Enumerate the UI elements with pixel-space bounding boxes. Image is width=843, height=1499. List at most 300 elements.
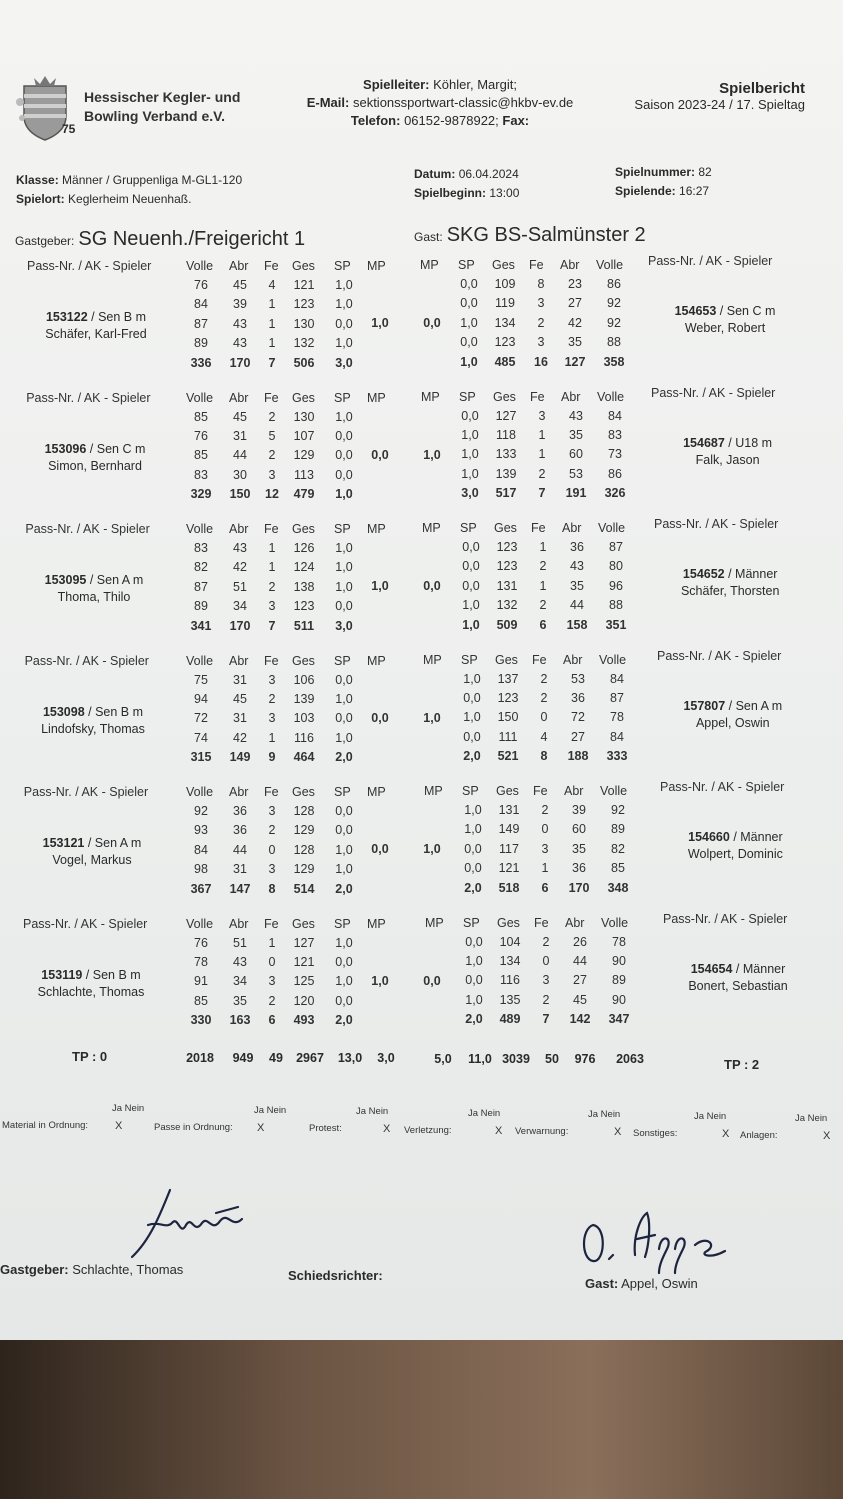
guest-cell: 1	[538, 447, 546, 462]
column-header: Ges	[494, 521, 517, 535]
check-label: Protest:	[309, 1123, 342, 1135]
home-mp: 0,0	[371, 447, 389, 462]
ja-nein-header: Ja Nein	[588, 1109, 621, 1121]
column-header: Abr	[229, 653, 249, 668]
check-mark: X	[722, 1128, 730, 1140]
guest-cell: 137	[497, 671, 519, 686]
guest-total-cell: 7	[542, 1012, 550, 1027]
home-cell: 1,0	[335, 842, 353, 857]
guest-cell: 0,0	[464, 861, 482, 876]
guest-cell: 3	[538, 408, 546, 423]
home-cell: 83	[194, 467, 208, 482]
home-cell: 2	[268, 448, 276, 463]
logo-badge: 75	[62, 122, 76, 136]
guest-cell: 23	[568, 277, 582, 291]
home-total-cell: 3,0	[335, 355, 353, 370]
class-location: Klasse: Männer / Gruppenliga M-GL1-120 Spielort: Keglerheim Neuenhaß.	[16, 173, 243, 206]
home-total-cell: 315	[190, 750, 212, 765]
column-header-player: Pass-Nr. / AK - Spieler	[657, 648, 782, 663]
home-cell: 31	[233, 428, 247, 443]
guest-cell: 36	[571, 690, 585, 705]
home-cell: 128	[293, 842, 315, 857]
home-cell: 72	[194, 711, 208, 726]
guest-cell: 0,0	[461, 408, 479, 423]
column-header: SP	[334, 390, 351, 405]
guest-total-cell: 2,0	[465, 1012, 483, 1027]
column-header: Abr	[229, 259, 249, 273]
column-header-player: Pass-Nr. / AK - Spieler	[648, 254, 773, 268]
home-cell: 116	[294, 730, 314, 745]
home-mp: 0,0	[371, 710, 389, 725]
home-cell: 130	[293, 316, 315, 331]
check-mark: X	[257, 1121, 265, 1134]
home-cell: 103	[293, 711, 315, 726]
home-cell: 0,0	[335, 448, 353, 463]
home-cell: 30	[233, 467, 247, 482]
column-header: Ges	[292, 653, 315, 668]
column-header: SP	[334, 785, 351, 799]
home-cell: 123	[293, 297, 315, 312]
guest-player: 154654 / Männer Bonert, Sebastian	[688, 961, 788, 993]
home-cell: 44	[233, 842, 247, 857]
guest-cell: 0,0	[465, 934, 483, 949]
guest-cell: 134	[499, 953, 521, 968]
check-label: Sonstiges:	[633, 1128, 678, 1139]
column-header: MP	[367, 653, 386, 668]
guest-cell: 0,0	[462, 578, 480, 593]
home-cell: 42	[233, 730, 247, 745]
guest-cell: 96	[609, 578, 623, 593]
guest-cell: 123	[496, 540, 518, 554]
guest-player: 154653 / Sen C m Weber, Robert	[674, 304, 776, 335]
home-cell: 1	[268, 560, 276, 575]
guest-signatory: Gast: Appel, Oswin	[585, 1276, 698, 1291]
guest-cell: 3	[542, 973, 550, 988]
home-cell: 120	[293, 993, 315, 1008]
guest-cell: 1,0	[462, 598, 480, 613]
guest-mp: 1,0	[423, 447, 441, 462]
guest-total-cell: 127	[564, 354, 586, 369]
home-cell: 31	[233, 672, 247, 687]
home-cell: 0,0	[335, 711, 353, 726]
column-header: Ges	[292, 259, 315, 273]
check-label: Material in Ordnung:	[2, 1120, 89, 1131]
guest-cell: 121	[498, 861, 520, 876]
column-header: Abr	[563, 652, 583, 667]
home-cell: 2	[268, 579, 276, 594]
column-header: Volle	[601, 915, 629, 930]
column-header: Fe	[264, 259, 279, 273]
home-cell: 1,0	[335, 579, 353, 594]
column-header: Ges	[496, 784, 519, 798]
grand-total-cell: 976	[574, 1052, 596, 1066]
column-header-player: Pass-Nr. / AK - Spieler	[654, 517, 779, 531]
guest-cell: 1,0	[465, 992, 483, 1007]
guest-cell: 131	[498, 803, 520, 817]
home-mp: 1,0	[371, 973, 389, 988]
grand-total-cell: 11,0	[468, 1052, 492, 1066]
column-header: SP	[459, 389, 476, 404]
guest-mp: 1,0	[423, 842, 441, 856]
guest-total-cell: 485	[494, 354, 516, 369]
column-header: Abr	[229, 916, 249, 931]
guest-cell: 0,0	[462, 540, 480, 554]
home-mp: 0,0	[371, 842, 389, 856]
column-header: Ges	[292, 916, 315, 931]
guest-cell: 2	[541, 803, 549, 817]
guest-cell: 3	[537, 296, 545, 311]
home-cell: 1,0	[335, 935, 353, 950]
home-player: 153119 / Sen B m Schlachte, Thomas	[37, 967, 145, 999]
home-cell: 0,0	[335, 672, 353, 687]
home-cell: 43	[233, 336, 247, 351]
guest-cell: 84	[610, 671, 624, 686]
home-cell: 1,0	[335, 409, 353, 424]
column-header: MP	[423, 652, 442, 667]
home-cell: 126	[293, 541, 315, 555]
home-cell: 42	[233, 560, 247, 575]
check-mark: X	[823, 1129, 831, 1142]
column-header: MP	[420, 258, 439, 272]
column-header-player: Pass-Nr. / AK - Spieler	[27, 259, 152, 273]
guest-cell: 149	[498, 822, 520, 837]
home-cell: 2	[268, 993, 276, 1008]
guest-total-cell: 351	[605, 617, 627, 632]
ja-nein-header: Ja Nein	[112, 1103, 145, 1114]
column-header: Volle	[186, 916, 214, 931]
home-total-cell: 2,0	[335, 1013, 353, 1028]
home-cell: 89	[194, 599, 208, 614]
home-cell: 129	[293, 448, 315, 463]
guest-total-cell: 358	[603, 354, 625, 369]
home-total-cell: 170	[229, 355, 251, 370]
column-header: SP	[461, 652, 478, 667]
guest-cell: 2	[542, 934, 550, 949]
guest-cell: 43	[569, 408, 583, 423]
column-header: SP	[458, 258, 475, 272]
column-header: Abr	[229, 390, 249, 405]
home-cell: 3	[268, 804, 276, 818]
column-header: Abr	[229, 522, 249, 536]
guest-cell: 92	[607, 315, 621, 330]
desk-surface	[0, 1340, 843, 1499]
column-header: MP	[425, 915, 444, 930]
home-cell: 3	[268, 974, 276, 989]
guest-cell: 87	[610, 690, 624, 705]
column-header: Ges	[493, 389, 516, 404]
guest-cell: 132	[496, 598, 518, 613]
column-header: MP	[367, 785, 386, 799]
home-cell: 107	[293, 428, 315, 443]
home-cell: 36	[233, 804, 247, 818]
grand-total-cell: 13,0	[337, 1051, 363, 1065]
guest-player: 157807 / Sen A m Appel, Oswin	[683, 698, 783, 730]
guest-cell: 35	[569, 427, 583, 442]
guest-cell: 44	[570, 598, 584, 613]
guest-cell: 72	[571, 710, 585, 725]
guest-cell: 1,0	[464, 803, 482, 817]
grand-total-cell: 949	[232, 1051, 254, 1065]
guest-cell: 1,0	[461, 447, 479, 462]
home-total-cell: 9	[268, 750, 276, 765]
guest-mp: 0,0	[423, 579, 441, 593]
home-mp: 1,0	[371, 316, 389, 330]
home-cell: 44	[233, 448, 247, 463]
guest-tp: TP : 2	[724, 1057, 760, 1072]
home-cell: 35	[233, 993, 247, 1008]
guest-cell: 42	[568, 315, 582, 330]
home-player: 153095 / Sen A m Thoma, Thilo	[44, 573, 144, 604]
column-header: MP	[422, 521, 441, 535]
guest-cell: 1,0	[461, 427, 479, 442]
home-cell: 1	[268, 336, 276, 351]
home-cell: 45	[233, 278, 247, 292]
home-total-cell: 149	[229, 750, 251, 765]
guest-total-cell: 7	[538, 486, 546, 501]
home-cell: 84	[194, 842, 208, 857]
home-cell: 82	[194, 560, 208, 575]
home-cell: 76	[194, 935, 208, 950]
grand-total-cell: 3039	[502, 1052, 530, 1066]
guest-cell: 26	[573, 934, 587, 949]
home-total-cell: 506	[293, 355, 315, 370]
home-cell: 5	[268, 428, 276, 443]
home-total-cell: 147	[229, 881, 251, 896]
column-header: SP	[334, 653, 351, 668]
home-cell: 43	[233, 316, 247, 331]
guest-cell: 2	[540, 671, 548, 686]
check-label: Passe in Ordnung:	[154, 1121, 233, 1133]
home-cell: 1,0	[335, 730, 353, 745]
game-leader-info: Spielleiter: Köhler, Margit; E-Mail: sektionssportwart-classic@hkbv-ev.de Telefon: 06152-9878922; Fax:	[306, 77, 574, 128]
home-cell: 0,0	[335, 954, 353, 969]
home-cell: 94	[194, 691, 208, 706]
ja-nein-header: Ja Nein	[356, 1106, 389, 1118]
home-team: Gastgeber: SG Neuenh./Freigericht 1	[15, 228, 306, 250]
home-total-cell: 8	[268, 881, 276, 896]
season-info: Saison 2023-24 / 17. Spieltag	[634, 97, 805, 112]
guest-cell: 1	[538, 427, 546, 442]
home-cell: 125	[293, 974, 315, 989]
column-header: Volle	[599, 652, 627, 667]
guest-cell: 0,0	[463, 690, 481, 705]
column-header: Fe	[533, 784, 548, 798]
home-total-cell: 329	[190, 487, 212, 502]
guest-total-cell: 8	[540, 749, 548, 764]
home-total-cell: 163	[229, 1013, 251, 1028]
guest-cell: 139	[495, 466, 517, 481]
guest-cell: 1,0	[463, 671, 481, 686]
guest-cell: 2	[537, 315, 545, 330]
home-cell: 2	[268, 691, 276, 706]
guest-cell: 2	[540, 690, 548, 705]
home-tp: TP : 0	[72, 1049, 108, 1064]
guest-cell: 53	[571, 671, 585, 686]
home-cell: 2	[268, 823, 276, 838]
column-header: Ges	[497, 915, 520, 930]
column-header: SP	[334, 522, 351, 536]
ja-nein-header: Ja Nein	[468, 1107, 501, 1119]
column-header: MP	[424, 784, 443, 798]
home-cell: 39	[233, 297, 247, 312]
guest-total-cell: 509	[496, 617, 518, 632]
home-cell: 31	[233, 711, 247, 726]
home-cell: 124	[293, 560, 315, 575]
home-cell: 84	[194, 297, 208, 312]
guest-total-cell: 170	[568, 880, 590, 895]
home-cell: 2	[268, 409, 276, 424]
guest-cell: 3	[537, 335, 545, 350]
guest-total-cell: 142	[569, 1012, 591, 1027]
report-title: Spielbericht	[719, 80, 805, 97]
guest-signature	[575, 1205, 745, 1275]
column-header: Abr	[564, 784, 584, 798]
home-signature	[120, 1185, 260, 1265]
home-total-cell: 511	[293, 618, 315, 633]
home-cell: 1	[268, 297, 276, 312]
guest-total-cell: 517	[495, 486, 517, 501]
guest-cell: 89	[611, 822, 625, 837]
home-cell: 74	[194, 730, 208, 745]
home-cell: 34	[233, 974, 247, 989]
guest-cell: 60	[572, 822, 586, 837]
guest-cell: 84	[610, 729, 624, 744]
home-cell: 3	[268, 467, 276, 482]
column-header: MP	[367, 522, 386, 536]
column-header: Fe	[264, 390, 279, 405]
home-cell: 92	[194, 804, 208, 818]
guest-cell: 85	[611, 861, 625, 876]
home-cell: 85	[194, 409, 208, 424]
ja-nein-header: Ja Nein	[254, 1104, 287, 1116]
guest-cell: 39	[572, 803, 586, 817]
home-mp: 1,0	[371, 579, 389, 593]
check-mark: X	[495, 1124, 503, 1137]
home-player: 153096 / Sen C m Simon, Bernhard	[44, 441, 146, 473]
guest-cell: 45	[573, 992, 587, 1007]
guest-cell: 117	[499, 841, 519, 856]
home-cell: 87	[194, 579, 208, 594]
home-total-cell: 7	[268, 618, 276, 633]
home-total-cell: 150	[229, 487, 251, 502]
guest-cell: 131	[496, 578, 518, 593]
guest-cell: 104	[499, 934, 521, 949]
guest-cell: 3	[541, 841, 549, 856]
home-cell: 127	[293, 935, 315, 950]
column-header: SP	[463, 915, 480, 930]
home-cell: 1	[268, 730, 276, 745]
home-cell: 34	[233, 599, 247, 614]
guest-total-cell: 333	[606, 749, 628, 764]
home-cell: 1,0	[335, 974, 353, 989]
column-header: Volle	[186, 522, 214, 536]
guest-total-cell: 2,0	[464, 880, 482, 895]
guest-cell: 27	[568, 296, 582, 311]
column-header-player: Pass-Nr. / AK - Spieler	[26, 390, 151, 405]
guest-mp: 1,0	[423, 710, 441, 725]
column-header: Fe	[264, 785, 279, 799]
guest-cell: 118	[496, 427, 516, 442]
grand-total-cell: 2967	[296, 1051, 324, 1065]
number-end: Spielnummer: 82 Spielende: 16:27	[615, 165, 712, 198]
home-cell: 76	[194, 428, 208, 443]
home-cell: 1,0	[335, 297, 353, 312]
guest-cell: 123	[496, 559, 518, 574]
home-cell: 51	[233, 579, 247, 594]
column-header: SP	[462, 784, 479, 798]
home-cell: 36	[233, 823, 247, 838]
guest-cell: 0	[540, 710, 548, 725]
guest-total-cell: 489	[499, 1012, 521, 1027]
home-cell: 31	[233, 862, 247, 877]
guest-mp: 0,0	[423, 316, 441, 330]
home-cell: 85	[194, 993, 208, 1008]
guest-cell: 73	[608, 447, 622, 462]
column-header: Fe	[532, 652, 547, 667]
grand-total-cell: 3,0	[377, 1051, 395, 1065]
home-cell: 1,0	[335, 336, 353, 351]
guest-cell: 36	[570, 540, 584, 554]
home-total-cell: 2,0	[335, 881, 353, 896]
home-player: 153122 / Sen B m Schäfer, Karl-Fred	[45, 310, 147, 341]
guest-cell: 127	[495, 408, 517, 423]
home-cell: 121	[293, 954, 315, 969]
check-label: Anlagen:	[740, 1129, 778, 1141]
guest-total-cell: 1,0	[462, 617, 480, 632]
guest-cell: 111	[498, 729, 518, 744]
guest-cell: 1	[539, 578, 547, 593]
home-cell: 75	[194, 672, 208, 687]
guest-cell: 4	[540, 729, 548, 744]
referee-label: Schiedsrichter:	[288, 1268, 383, 1283]
column-header: Volle	[597, 389, 625, 404]
home-total-cell: 1,0	[335, 487, 353, 502]
column-header: Abr	[229, 785, 249, 799]
report-heading	[615, 80, 805, 112]
guest-total-cell: 158	[566, 617, 588, 632]
column-header: SP	[460, 521, 477, 535]
column-header-player: Pass-Nr. / AK - Spieler	[23, 785, 149, 799]
home-cell: 43	[233, 954, 247, 969]
guest-cell: 92	[607, 296, 621, 311]
guest-cell: 0,0	[460, 296, 478, 311]
guest-cell: 36	[572, 861, 586, 876]
home-cell: 138	[293, 579, 315, 594]
home-cell: 3	[268, 862, 276, 877]
guest-cell: 0,0	[463, 729, 481, 744]
home-cell: 1	[268, 316, 276, 331]
home-cell: 129	[293, 862, 315, 877]
home-cell: 4	[268, 278, 276, 292]
home-cell: 106	[293, 672, 315, 687]
grand-total-cell: 50	[545, 1052, 559, 1066]
grand-total-cell: 5,0	[434, 1052, 452, 1066]
column-header: Abr	[562, 521, 582, 535]
guest-cell: 86	[608, 466, 622, 481]
guest-cell: 2	[539, 559, 547, 574]
home-cell: 129	[293, 823, 315, 838]
column-header: Fe	[264, 522, 279, 536]
guest-cell: 0	[542, 953, 550, 968]
guest-cell: 0,0	[465, 973, 483, 988]
guest-cell: 1,0	[460, 315, 478, 330]
guest-cell: 2	[539, 598, 547, 613]
grand-total-cell: 2018	[186, 1051, 214, 1065]
guest-cell: 0	[541, 822, 549, 837]
home-cell: 132	[293, 336, 315, 351]
guest-cell: 89	[612, 973, 626, 988]
home-cell: 78	[194, 954, 208, 969]
